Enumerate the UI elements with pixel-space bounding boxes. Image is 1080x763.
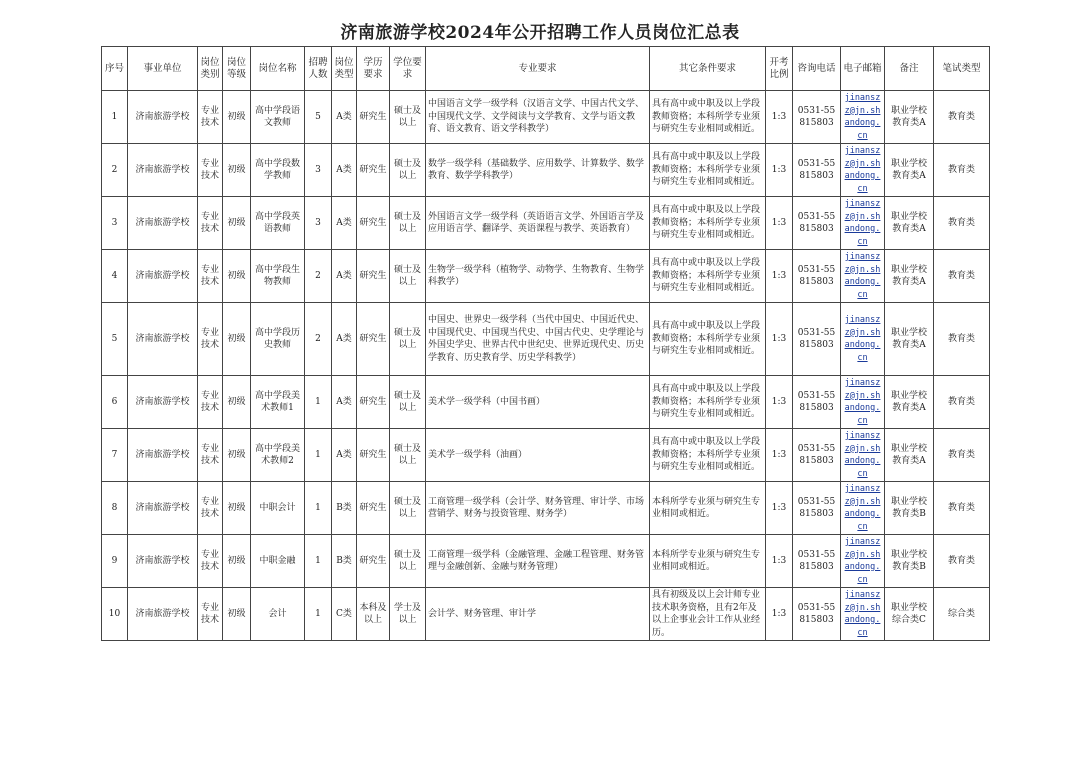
cell-degree: 硕士及以上 xyxy=(390,303,426,376)
cell-count: 2 xyxy=(305,250,332,303)
cell-email xyxy=(841,303,885,376)
cell-degree: 硕士及以上 xyxy=(390,250,426,303)
cell-major: 中国语言文学一级学科（汉语言文学、中国古代文学、中国现代文学、文学阅读与文学教育、文学与语文教育、语文教育、语文学科教学） xyxy=(426,91,650,144)
cell-other: 具有高中或中职及以上学段教师资格；本科所学专业须与研究生专业相同或相近。 xyxy=(650,197,766,250)
header-note: 备注 xyxy=(885,47,934,91)
cell-email xyxy=(841,376,885,429)
cell-other: 具有初级及以上会计师专业技术职务资格，且有2年及以上企事业会计工作从业经历。 xyxy=(650,588,766,641)
cell-exam: 教育类 xyxy=(934,535,990,588)
cell-note: 职业学校教育类A xyxy=(885,250,934,303)
cell-degree: 硕士及以上 xyxy=(390,535,426,588)
cell-position: 会计 xyxy=(251,588,305,641)
cell-email xyxy=(841,535,885,588)
cell-no: 5 xyxy=(102,303,128,376)
cell-category: 专业技术 xyxy=(198,250,223,303)
table-row xyxy=(102,588,990,641)
cell-other: 具有高中或中职及以上学段教师资格；本科所学专业须与研究生专业相同或相近。 xyxy=(650,376,766,429)
cell-note: 职业学校教育类A xyxy=(885,376,934,429)
cell-category: 专业技术 xyxy=(198,303,223,376)
cell-no: 1 xyxy=(102,91,128,144)
cell-education: 研究生 xyxy=(357,250,390,303)
cell-type: B类 xyxy=(332,535,357,588)
cell-level: 初级 xyxy=(223,429,251,482)
cell-education: 研究生 xyxy=(357,303,390,376)
cell-exam: 教育类 xyxy=(934,303,990,376)
cell-phone: 0531-55815803 xyxy=(793,91,841,144)
cell-unit: 济南旅游学校 xyxy=(128,250,198,303)
cell-position: 高中学段美术教师1 xyxy=(251,376,305,429)
cell-category: 专业技术 xyxy=(198,197,223,250)
cell-count: 1 xyxy=(305,482,332,535)
cell-education: 研究生 xyxy=(357,376,390,429)
cell-ratio: 1:3 xyxy=(766,429,793,482)
cell-exam: 教育类 xyxy=(934,482,990,535)
cell-category: 专业技术 xyxy=(198,535,223,588)
cell-education: 研究生 xyxy=(357,144,390,197)
cell-position: 高中学段英语教师 xyxy=(251,197,305,250)
cell-type: A类 xyxy=(332,144,357,197)
cell-exam: 教育类 xyxy=(934,91,990,144)
cell-degree: 硕士及以上 xyxy=(390,376,426,429)
cell-phone: 0531-55815803 xyxy=(793,250,841,303)
cell-ratio: 1:3 xyxy=(766,535,793,588)
email-link[interactable]: jinanszz@jn.shandong.cn xyxy=(844,537,881,585)
cell-category: 专业技术 xyxy=(198,376,223,429)
cell-position: 高中学段语文教师 xyxy=(251,91,305,144)
cell-major: 生物学一级学科（植物学、动物学、生物教育、生物学科教学） xyxy=(426,250,650,303)
email-link[interactable]: jinanszz@jn.shandong.cn xyxy=(844,146,881,194)
header-degree: 学位要求 xyxy=(390,47,426,91)
table-body xyxy=(102,91,990,641)
cell-note: 职业学校教育类B xyxy=(885,482,934,535)
cell-note: 职业学校综合类C xyxy=(885,588,934,641)
cell-education: 研究生 xyxy=(357,429,390,482)
email-link[interactable]: jinanszz@jn.shandong.cn xyxy=(844,590,881,638)
cell-type: A类 xyxy=(332,197,357,250)
cell-unit: 济南旅游学校 xyxy=(128,482,198,535)
cell-unit: 济南旅游学校 xyxy=(128,144,198,197)
cell-type: A类 xyxy=(332,91,357,144)
cell-unit: 济南旅游学校 xyxy=(128,303,198,376)
cell-no: 2 xyxy=(102,144,128,197)
cell-unit: 济南旅游学校 xyxy=(128,429,198,482)
cell-phone: 0531-55815803 xyxy=(793,429,841,482)
table-row xyxy=(102,376,990,429)
cell-position: 高中学段数学教师 xyxy=(251,144,305,197)
page-title: 济南旅游学校2024年公开招聘工作人员岗位汇总表 xyxy=(340,23,740,43)
cell-count: 5 xyxy=(305,91,332,144)
header-category: 岗位类别 xyxy=(198,47,223,91)
cell-type: A类 xyxy=(332,250,357,303)
email-link[interactable]: jinanszz@jn.shandong.cn xyxy=(844,93,881,141)
cell-unit: 济南旅游学校 xyxy=(128,91,198,144)
cell-no: 10 xyxy=(102,588,128,641)
header-major: 专业要求 xyxy=(426,47,650,91)
table-row xyxy=(102,250,990,303)
email-link[interactable]: jinanszz@jn.shandong.cn xyxy=(844,199,881,247)
cell-category: 专业技术 xyxy=(198,144,223,197)
cell-exam: 教育类 xyxy=(934,250,990,303)
cell-level: 初级 xyxy=(223,588,251,641)
cell-category: 专业技术 xyxy=(198,482,223,535)
cell-level: 初级 xyxy=(223,144,251,197)
cell-no: 7 xyxy=(102,429,128,482)
cell-note: 职业学校教育类A xyxy=(885,303,934,376)
cell-unit: 济南旅游学校 xyxy=(128,535,198,588)
header-email: 电子邮箱 xyxy=(841,47,885,91)
table-row xyxy=(102,91,990,144)
cell-major: 中国史、世界史一级学科（当代中国史、中国近代史、中国现代史、中国现当代史、中国古代史、史学理论与外国史学史、世界古代中世纪史、世界近现代史、历史学教育、历史教育学、历史学科教学） xyxy=(426,303,650,376)
cell-degree: 硕士及以上 xyxy=(390,482,426,535)
cell-level: 初级 xyxy=(223,197,251,250)
cell-note: 职业学校教育类A xyxy=(885,91,934,144)
cell-count: 3 xyxy=(305,144,332,197)
cell-ratio: 1:3 xyxy=(766,91,793,144)
cell-type: C类 xyxy=(332,588,357,641)
cell-major: 美术学一级学科（中国书画） xyxy=(426,376,650,429)
cell-degree: 硕士及以上 xyxy=(390,197,426,250)
cell-email xyxy=(841,91,885,144)
cell-type: A类 xyxy=(332,303,357,376)
cell-count: 2 xyxy=(305,303,332,376)
cell-email xyxy=(841,250,885,303)
cell-major: 工商管理一级学科（金融管理、金融工程管理、财务管理与金融创新、金融与财务管理） xyxy=(426,535,650,588)
email-link[interactable]: jinanszz@jn.shandong.cn xyxy=(844,252,881,300)
cell-other: 本科所学专业须与研究生专业相同或相近。 xyxy=(650,535,766,588)
cell-other: 具有高中或中职及以上学段教师资格；本科所学专业须与研究生专业相同或相近。 xyxy=(650,250,766,303)
cell-note: 职业学校教育类B xyxy=(885,535,934,588)
cell-ratio: 1:3 xyxy=(766,197,793,250)
cell-category: 专业技术 xyxy=(198,429,223,482)
cell-email xyxy=(841,429,885,482)
cell-phone: 0531-55815803 xyxy=(793,376,841,429)
cell-level: 初级 xyxy=(223,376,251,429)
cell-other: 具有高中或中职及以上学段教师资格；本科所学专业须与研究生专业相同或相近。 xyxy=(650,303,766,376)
cell-exam: 教育类 xyxy=(934,197,990,250)
cell-degree: 学士及以上 xyxy=(390,588,426,641)
cell-education: 研究生 xyxy=(357,535,390,588)
cell-level: 初级 xyxy=(223,250,251,303)
cell-type: A类 xyxy=(332,376,357,429)
cell-no: 8 xyxy=(102,482,128,535)
cell-category: 专业技术 xyxy=(198,588,223,641)
cell-major: 数学一级学科（基础数学、应用数学、计算数学、数学教育、数学学科教学） xyxy=(426,144,650,197)
cell-other: 本科所学专业须与研究生专业相同或相近。 xyxy=(650,482,766,535)
cell-type: B类 xyxy=(332,482,357,535)
cell-level: 初级 xyxy=(223,303,251,376)
cell-unit: 济南旅游学校 xyxy=(128,376,198,429)
cell-education: 本科及以上 xyxy=(357,588,390,641)
cell-ratio: 1:3 xyxy=(766,144,793,197)
table-row xyxy=(102,197,990,250)
header-exam: 笔试类型 xyxy=(934,47,990,91)
cell-position: 高中学段生物教师 xyxy=(251,250,305,303)
cell-count: 3 xyxy=(305,197,332,250)
header-education: 学历要求 xyxy=(357,47,390,91)
email-link[interactable]: jinanszz@jn.shandong.cn xyxy=(844,431,881,479)
table-row xyxy=(102,535,990,588)
cell-major: 会计学、财务管理、审计学 xyxy=(426,588,650,641)
table-row xyxy=(102,144,990,197)
cell-education: 研究生 xyxy=(357,91,390,144)
cell-note: 职业学校教育类A xyxy=(885,144,934,197)
cell-no: 9 xyxy=(102,535,128,588)
job-position-table xyxy=(101,46,990,641)
cell-phone: 0531-55815803 xyxy=(793,197,841,250)
cell-position: 高中学段历史教师 xyxy=(251,303,305,376)
cell-phone: 0531-55815803 xyxy=(793,303,841,376)
cell-education: 研究生 xyxy=(357,482,390,535)
cell-phone: 0531-55815803 xyxy=(793,144,841,197)
cell-email xyxy=(841,482,885,535)
cell-ratio: 1:3 xyxy=(766,588,793,641)
email-link[interactable]: jinanszz@jn.shandong.cn xyxy=(844,484,881,532)
cell-position: 高中学段美术教师2 xyxy=(251,429,305,482)
table-row xyxy=(102,429,990,482)
cell-level: 初级 xyxy=(223,535,251,588)
table-row xyxy=(102,303,990,376)
cell-unit: 济南旅游学校 xyxy=(128,197,198,250)
cell-email xyxy=(841,588,885,641)
cell-level: 初级 xyxy=(223,482,251,535)
cell-education: 研究生 xyxy=(357,197,390,250)
cell-email xyxy=(841,197,885,250)
cell-degree: 硕士及以上 xyxy=(390,91,426,144)
cell-count: 1 xyxy=(305,376,332,429)
cell-position: 中职金融 xyxy=(251,535,305,588)
header-count: 招聘人数 xyxy=(305,47,332,91)
cell-count: 1 xyxy=(305,535,332,588)
cell-ratio: 1:3 xyxy=(766,376,793,429)
cell-other: 具有高中或中职及以上学段教师资格；本科所学专业须与研究生专业相同或相近。 xyxy=(650,144,766,197)
header-ratio: 开考比例 xyxy=(766,47,793,91)
cell-phone: 0531-55815803 xyxy=(793,588,841,641)
cell-ratio: 1:3 xyxy=(766,303,793,376)
cell-degree: 硕士及以上 xyxy=(390,144,426,197)
cell-position: 中职会计 xyxy=(251,482,305,535)
cell-no: 4 xyxy=(102,250,128,303)
cell-no: 6 xyxy=(102,376,128,429)
cell-count: 1 xyxy=(305,429,332,482)
cell-note: 职业学校教育类A xyxy=(885,429,934,482)
cell-type: A类 xyxy=(332,429,357,482)
cell-exam: 综合类 xyxy=(934,588,990,641)
header-no: 序号 xyxy=(102,47,128,91)
cell-ratio: 1:3 xyxy=(766,482,793,535)
cell-major: 外国语言文学一级学科（英语语言文学、外国语言学及应用语言学、翻译学、英语课程与教学、英语教育） xyxy=(426,197,650,250)
email-link[interactable]: jinanszz@jn.shandong.cn xyxy=(844,378,881,426)
cell-unit: 济南旅游学校 xyxy=(128,588,198,641)
cell-phone: 0531-55815803 xyxy=(793,482,841,535)
cell-no: 3 xyxy=(102,197,128,250)
cell-email xyxy=(841,144,885,197)
cell-major: 工商管理一级学科（会计学、财务管理、审计学、市场营销学、财务与投资管理、财务学） xyxy=(426,482,650,535)
cell-note: 职业学校教育类A xyxy=(885,197,934,250)
header-level: 岗位等级 xyxy=(223,47,251,91)
email-link[interactable]: jinanszz@jn.shandong.cn xyxy=(844,315,881,363)
header-position: 岗位名称 xyxy=(251,47,305,91)
table-header-row xyxy=(102,47,990,91)
cell-exam: 教育类 xyxy=(934,144,990,197)
cell-level: 初级 xyxy=(223,91,251,144)
cell-major: 美术学一级学科（油画） xyxy=(426,429,650,482)
cell-count: 1 xyxy=(305,588,332,641)
cell-phone: 0531-55815803 xyxy=(793,535,841,588)
cell-ratio: 1:3 xyxy=(766,250,793,303)
cell-other: 具有高中或中职及以上学段教师资格；本科所学专业须与研究生专业相同或相近。 xyxy=(650,91,766,144)
header-other: 其它条件要求 xyxy=(650,47,766,91)
cell-exam: 教育类 xyxy=(934,429,990,482)
header-unit: 事业单位 xyxy=(128,47,198,91)
cell-degree: 硕士及以上 xyxy=(390,429,426,482)
header-type: 岗位类型 xyxy=(332,47,357,91)
header-phone: 咨询电话 xyxy=(793,47,841,91)
table-row xyxy=(102,482,990,535)
cell-exam: 教育类 xyxy=(934,376,990,429)
cell-category: 专业技术 xyxy=(198,91,223,144)
cell-other: 具有高中或中职及以上学段教师资格；本科所学专业须与研究生专业相同或相近。 xyxy=(650,429,766,482)
